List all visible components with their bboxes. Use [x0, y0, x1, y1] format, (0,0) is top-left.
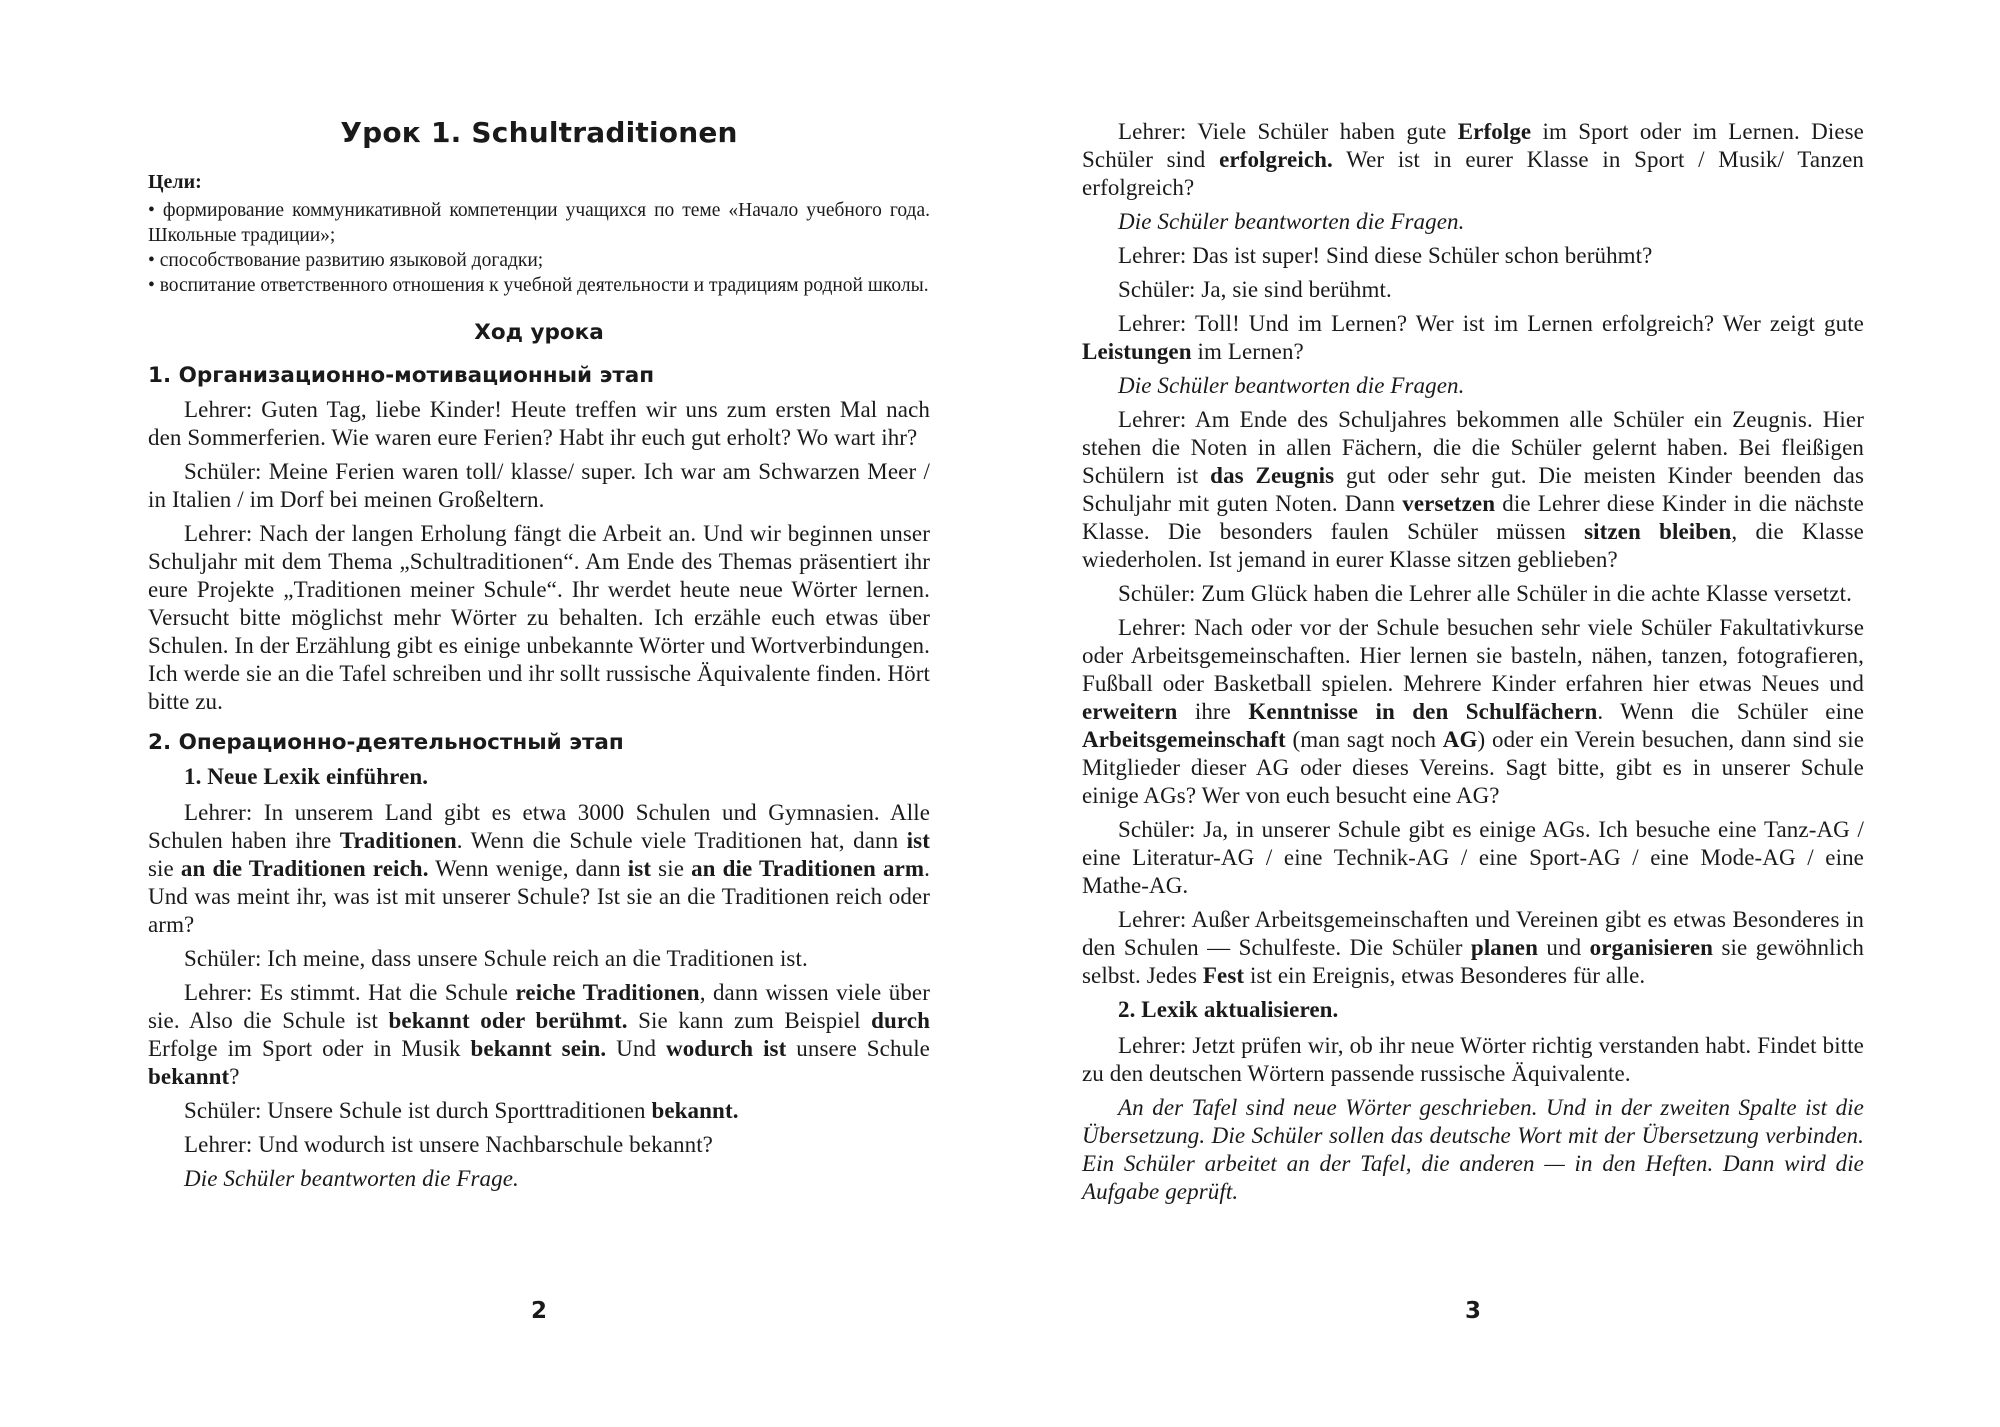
- paragraph: Lehrer: Es stimmt. Hat die Schule reiche Traditionen, dann wissen viele über sie. Also die Schule ist bekannt oder berühmt. Sie kann zum Beispiel durch Erfolge im Sport oder in Musik bekannt sein. Und wodurch ist unsere Schule bekannt?: [148, 980, 930, 1089]
- lesson-title: Урок 1. Schultraditionen: [340, 116, 738, 149]
- subsection-title: 1. Neue Lexik einführen.: [184, 764, 429, 789]
- right-page: [1082, 0, 1864, 1427]
- stage-direction: Die Schüler beantworten die Fragen.: [1118, 209, 1465, 234]
- section-2-title: 2. Операционно-деятельностный этап: [148, 730, 624, 755]
- goals-label: Цели:: [148, 171, 202, 193]
- goal-item: • формирование коммуникативной компетенции учащихся по теме «Начало учебного года. Школьные традиции»;: [148, 200, 930, 246]
- right-body: [1082, 118, 1864, 1206]
- paragraph: Lehrer: Viele Schüler haben gute Erfolge im Sport oder im Lernen. Diese Schüler sind erfolgreich. Wer ist in eurer Klasse in Sport / Musik/ Tanzen erfolgreich?: [1082, 119, 1864, 200]
- page-number: 2: [530, 1298, 547, 1324]
- goal-item: • способствование развитию языковой догадки;: [148, 250, 544, 271]
- paragraph: Lehrer: Und wodurch ist unsere Nachbarschule bekannt?: [184, 1132, 713, 1157]
- section-1-title: 1. Организационно-мотивационный этап: [148, 363, 655, 388]
- paragraph: Schüler: Ich meine, dass unsere Schule reich an die Traditionen ist.: [184, 946, 808, 971]
- stage-direction: Die Schüler beantworten die Fragen.: [1118, 373, 1465, 398]
- paragraph: Schüler: Meine Ferien waren toll/ klasse/ super. Ich war am Schwarzen Meer / in Italien / im Dorf bei meinen Großeltern.: [148, 459, 930, 512]
- paragraph: Schüler: Unsere Schule ist durch Sporttraditionen bekannt.: [184, 1098, 739, 1123]
- goals-list: [148, 198, 930, 298]
- left-body: [148, 396, 930, 1193]
- paragraph: Lehrer: Außer Arbeitsgemeinschaften und Vereinen gibt es etwas Besonderes in den Schulen — Schulfeste. Die Schüler planen und organisieren sie gewöhnlich selbst. Jedes Fest ist ein Ereignis, etwas Besonderes für alle.: [1082, 907, 1865, 988]
- paragraph: Lehrer: In unserem Land gibt es etwa 3000 Schulen und Gymnasien. Alle Schulen haben ihre Traditionen. Wenn die Schule viele Traditionen hat, dann ist sie an die Traditionen reich. Wenn wenige, dann ist sie an die Traditionen arm. Und was meint ihr, was ist mit unserer Schule? Ist sie an die Traditionen reich oder arm?: [148, 800, 930, 937]
- paragraph: Lehrer: Nach oder vor der Schule besuchen sehr viele Schüler Fakultativkurse oder Arbeitsgemeinschaften. Hier lernen sie basteln, nähen, tanzen, fotografieren, Fußball oder Basketball spielen. Mehrere Kinder erfahren hier etwas Neues und erweitern ihre Kenntnisse in den Schulfächern. Wenn die Schüler eine Arbeitsgemeinschaft (man sagt noch AG) oder ein Verein besuchen, dann sind sie Mitglieder dieser AG oder dieses Vereins. Sagt bitte, gibt es in unserer Schule einige AGs? Wer von euch besucht eine AG?: [1082, 615, 1865, 808]
- paragraph: Schüler: Zum Glück haben die Lehrer alle Schüler in die achte Klasse versetzt.: [1118, 581, 1852, 606]
- subsection-title: 2. Lexik aktualisieren.: [1118, 997, 1339, 1022]
- paragraph: Lehrer: Guten Tag, liebe Kinder! Heute treffen wir uns zum ersten Mal nach den Sommerferien. Wie waren eure Ferien? Habt ihr euch gut erholt? Wo wart ihr?: [148, 397, 930, 450]
- stage-direction: An der Tafel sind neue Wörter geschrieben. Und in der zweiten Spalte ist die Übersetzung. Die Schüler sollen das deutsche Wort mit der Übersetzung verbinden. Ein Schüler arbeitet an der Tafel, die anderen — in den Heften. Dann wird die Aufgabe geprüft.: [1082, 1095, 1864, 1204]
- paragraph: Lehrer: Toll! Und im Lernen? Wer ist im Lernen erfolgreich? Wer zeigt gute Leistungen im Lernen?: [1082, 311, 1864, 364]
- paragraph: Schüler: Ja, sie sind berühmt.: [1118, 277, 1392, 302]
- goal-item: • воспитание ответственного отношения к учебной деятельности и традициям родной школы.: [148, 275, 929, 296]
- paragraph: Lehrer: Das ist super! Sind diese Schüler schon berühmt?: [1118, 243, 1653, 268]
- stage-direction: Die Schüler beantworten die Frage.: [184, 1166, 519, 1191]
- course-title: Ход урока: [474, 320, 604, 345]
- left-page: [148, 0, 930, 1427]
- paragraph: Lehrer: Am Ende des Schuljahres bekommen alle Schüler ein Zeugnis. Hier stehen die Noten in allen Fächern, die die Schüler gelernt haben. Bei fleißigen Schülern ist das Zeugnis gut oder sehr gut. Die meisten Kinder beenden das Schuljahr mit guten Noten. Dann versetzen die Lehrer diese Kinder in die nächste Klasse. Die besonders faulen Schüler müssen sitzen bleiben, die Klasse wiederholen. Ist jemand in eurer Klasse sitzen geblieben?: [1082, 407, 1864, 572]
- paragraph: Lehrer: Nach der langen Erholung fängt die Arbeit an. Und wir beginnen unser Schuljahr mit dem Thema „Schultraditionen“. Am Ende des Themas präsentiert ihr eure Projekte „Traditionen meiner Schule“. Ihr werdet heute neue Wörter lernen. Versucht bitte möglichst mehr Wörter zu behalten. Ich erzähle euch etwas über Schulen. In der Erzählung gibt es einige unbekannte Wörter und Wortverbindungen. Ich werde sie an die Tafel schreiben und ihr sollt russische Äquivalente finden. Hört bitte zu.: [148, 521, 930, 714]
- page-number: 3: [1464, 1298, 1481, 1324]
- paragraph: Lehrer: Jetzt prüfen wir, ob ihr neue Wörter richtig verstanden habt. Findet bitte zu den deutschen Wörtern passende russische Äquivalente.: [1082, 1033, 1864, 1086]
- paragraph: Schüler: Ja, in unserer Schule gibt es einige AGs. Ich besuche eine Tanz-AG / eine Literatur-AG / eine Technik-AG / eine Sport-AG / eine Mode-AG / eine Mathe-AG.: [1082, 817, 1864, 898]
